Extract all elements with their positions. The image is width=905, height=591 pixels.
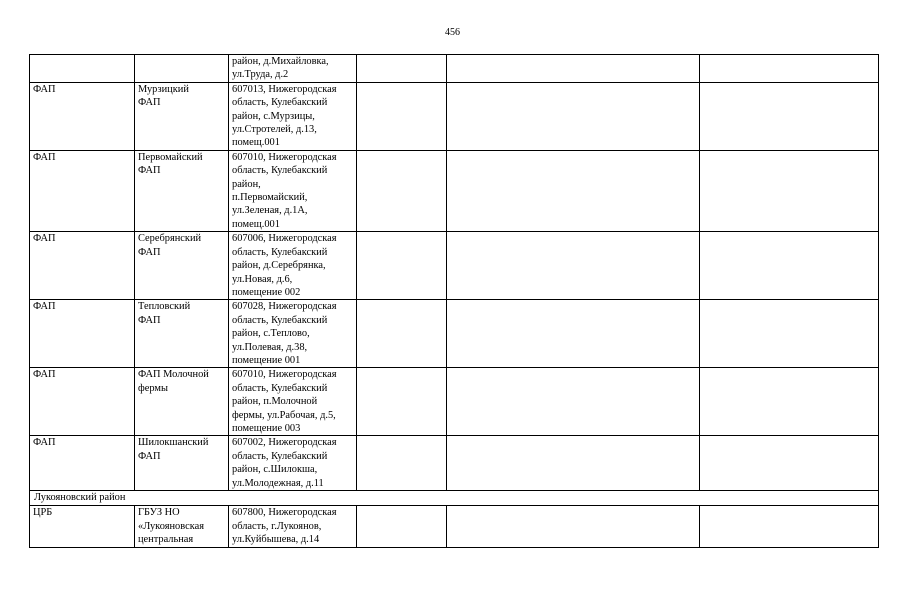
column-4-cell xyxy=(357,300,447,368)
column-6-cell xyxy=(700,82,879,150)
facility-name-cell xyxy=(135,55,229,83)
facility-address-cell xyxy=(229,55,357,83)
facility-address-cell xyxy=(229,368,357,436)
facility-name-cell xyxy=(135,232,229,300)
table-row xyxy=(30,300,879,368)
column-4-cell xyxy=(357,506,447,547)
facility-name-cell xyxy=(135,436,229,491)
facility-address-cell-text: 607010, Нижегородская область, Кулебакский район, п.Молочной фермы, ул.Рабочая, д.5, помещение 003 xyxy=(232,369,337,434)
facility-address-cell xyxy=(229,506,357,547)
facility-address-cell-text: 607800, Нижегородская область, г.Лукоянов, ул.Куйбышева, д.14 xyxy=(232,507,337,546)
column-5-cell xyxy=(447,300,700,368)
facility-name-cell xyxy=(135,82,229,150)
facility-type-cell xyxy=(30,368,135,436)
column-4-cell xyxy=(357,150,447,231)
facility-address-cell xyxy=(229,300,357,368)
section-heading-text: Лукояновский район xyxy=(34,492,126,503)
facility-address-cell-text: 607013, Нижегородская область, Кулебакский район, с.Мурзицы, ул.Стротелей, д.13, помещ.001 xyxy=(232,83,337,149)
facility-name-cell-text: ФАП Молочной фермы xyxy=(138,369,209,394)
facility-type-cell-text: ФАП xyxy=(33,151,56,163)
facility-address-cell xyxy=(229,436,357,491)
facilities-table-body xyxy=(30,55,879,548)
facility-type-cell-text: ФАП xyxy=(33,437,56,449)
facility-address-cell-text: 607006, Нижегородская область, Кулебакский район, д.Серебрянка, ул.Новая, д.6, помещение 002 xyxy=(232,233,337,298)
facility-address-cell-text: район, д.Михайловка, ул.Труда, д.2 xyxy=(232,56,329,81)
facility-type-cell xyxy=(30,150,135,231)
table-row xyxy=(30,436,879,491)
section-heading xyxy=(30,491,879,506)
column-4-cell xyxy=(357,368,447,436)
table-row xyxy=(30,368,879,436)
facility-type-cell-text: ФАП xyxy=(33,233,56,245)
facility-name-cell-text: Мурзицкий ФАП xyxy=(138,83,189,109)
column-6-cell xyxy=(700,368,879,436)
facility-type-cell-text: ФАП xyxy=(33,83,56,95)
facility-type-cell-text: ЦРБ xyxy=(33,507,53,519)
facility-address-cell-text: 607028, Нижегородская область, Кулебакский район, с.Теплово, ул.Полевая, д.38, помещение 001 xyxy=(232,301,337,366)
facility-name-cell xyxy=(135,506,229,547)
table-row xyxy=(30,55,879,83)
column-5-cell xyxy=(447,55,700,83)
table-row xyxy=(30,82,879,150)
facility-type-cell xyxy=(30,506,135,547)
facility-type-cell xyxy=(30,232,135,300)
facility-address-cell xyxy=(229,232,357,300)
page-number: 456 xyxy=(445,27,460,38)
table-row xyxy=(30,232,879,300)
facility-address-cell-text: 607010, Нижегородская область, Кулебакский район, п.Первомайский, ул.Зеленая, д.1А, помещ.001 xyxy=(232,151,337,230)
column-6-cell xyxy=(700,436,879,491)
facility-name-cell-text: Шилокшанский ФАП xyxy=(138,437,209,462)
facility-name-cell-text: ГБУЗ НО «Лукояновская центральная xyxy=(138,507,204,546)
facility-type-cell-text: ФАП xyxy=(33,369,56,381)
facility-name-cell-text: Первомайский ФАП xyxy=(138,151,203,177)
facility-address-cell xyxy=(229,82,357,150)
facility-type-cell-text: ФАП xyxy=(33,301,56,313)
table-row xyxy=(30,506,879,547)
facility-type-cell xyxy=(30,436,135,491)
facility-type-cell xyxy=(30,82,135,150)
section-row xyxy=(30,491,879,506)
facility-address-cell xyxy=(229,150,357,231)
column-5-cell xyxy=(447,506,700,547)
facility-name-cell-text: Серебрянский ФАП xyxy=(138,233,202,258)
column-5-cell xyxy=(447,368,700,436)
column-4-cell xyxy=(357,82,447,150)
facilities-table xyxy=(29,54,879,548)
column-5-cell xyxy=(447,150,700,231)
facility-address-cell-text: 607002, Нижегородская область, Кулебакский район, с.Шилокша, ул.Молодежная, д.11 xyxy=(232,437,337,489)
column-6-cell xyxy=(700,506,879,547)
column-5-cell xyxy=(447,232,700,300)
facility-name-cell xyxy=(135,150,229,231)
column-6-cell xyxy=(700,300,879,368)
column-5-cell xyxy=(447,436,700,491)
column-6-cell xyxy=(700,150,879,231)
facility-name-cell-text: Тепловский ФАП xyxy=(138,301,191,326)
table-row xyxy=(30,150,879,231)
column-4-cell xyxy=(357,232,447,300)
column-5-cell xyxy=(447,82,700,150)
facility-type-cell xyxy=(30,300,135,368)
facility-type-cell xyxy=(30,55,135,83)
column-6-cell xyxy=(700,55,879,83)
facility-name-cell xyxy=(135,300,229,368)
column-6-cell xyxy=(700,232,879,300)
column-4-cell xyxy=(357,55,447,83)
facility-name-cell xyxy=(135,368,229,436)
column-4-cell xyxy=(357,436,447,491)
